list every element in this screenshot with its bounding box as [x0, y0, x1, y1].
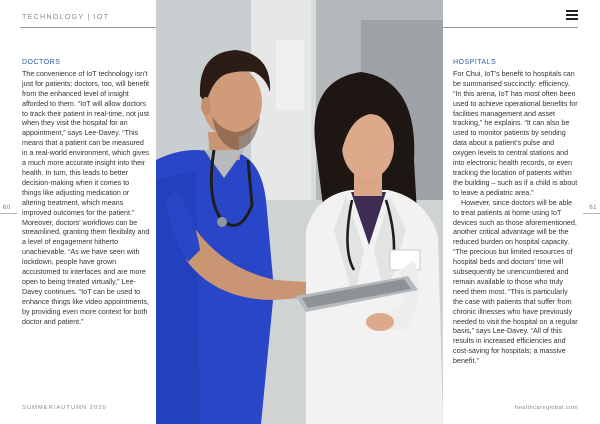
left-page-number: 60	[3, 205, 11, 211]
hamburger-menu-icon[interactable]	[566, 10, 578, 21]
hospitals-paragraph-2: However, since doctors will be able to treat patients at home using IoT devices such as those aforementioned, another critical advantage will be the reduced burden on hospital capacity. “The precious but limited resources of hospital beds and doctors’ time will subsequently be unencumbered and remain available to those who truly need them most. “This is particularly the case with patients that suffer from chronic illnesses who have previously needed to visit the hospital on a regular basis,” says Lee-Davey. “All of this results in increased efficiencies and cost-saving for hospitals; a massive benefit.”	[453, 198, 578, 366]
doctors-column	[22, 58, 150, 327]
right-edge-rule	[583, 213, 600, 214]
doctors-heading: DOCTORS	[22, 59, 61, 66]
left-edge-rule	[0, 213, 17, 214]
issue-footer: SUMMER/AUTUMN 2020	[22, 405, 107, 411]
right-page-number: 61	[589, 205, 597, 211]
hospitals-heading: HOSPITALS	[453, 59, 497, 66]
hospitals-paragraph-1: For Chui, IoT’s benefit to hospitals can be summarised succinctly: efficiency. “In this arena, IoT has most often been used to achieve operational benefits for facilities management and asset tracking,” he explains. “It can also be used to monitor patients by sending data about a patient’s pulse and oxygen levels to central stations and into electronic health records, or even tracking the location of patients within the building – such as if a child is about to leave a pediatric area.”	[453, 69, 578, 197]
hospitals-column	[453, 58, 579, 367]
doctors-body: The convenience of IoT technology isn’t just for patients: doctors, too, will benefit from the enhanced level of insight afforded to them. “IoT will allow doctors to track their patient in real-time, not just when they visit the hospital for an appointment,” says Lee-Davey. “This means that a patient can be measured in a real-world environment, which gives a much more accurate insight into their health. In turn, this leads to better decision-making when it comes to things like adjusting medication or altering treatment, which means improved outcomes for the patient.” Moreover, doctors’ workflows can be streamlined, granting them flexibility and a level of engagement hitherto unachievable. “As we have seen with lockdown, people have grown accustomed to interfaces and are more open to being treated virtually,” Lee-Davey continues. “IoT can be used to enhance things like video appointments, by providing even more context for both doctor and patient.”	[22, 69, 150, 326]
website-footer[interactable]: healthcareglobal.com	[514, 405, 578, 411]
header-label: TECHNOLOGY | IOT	[22, 12, 110, 21]
doctors-tablet-photo	[156, 0, 443, 424]
